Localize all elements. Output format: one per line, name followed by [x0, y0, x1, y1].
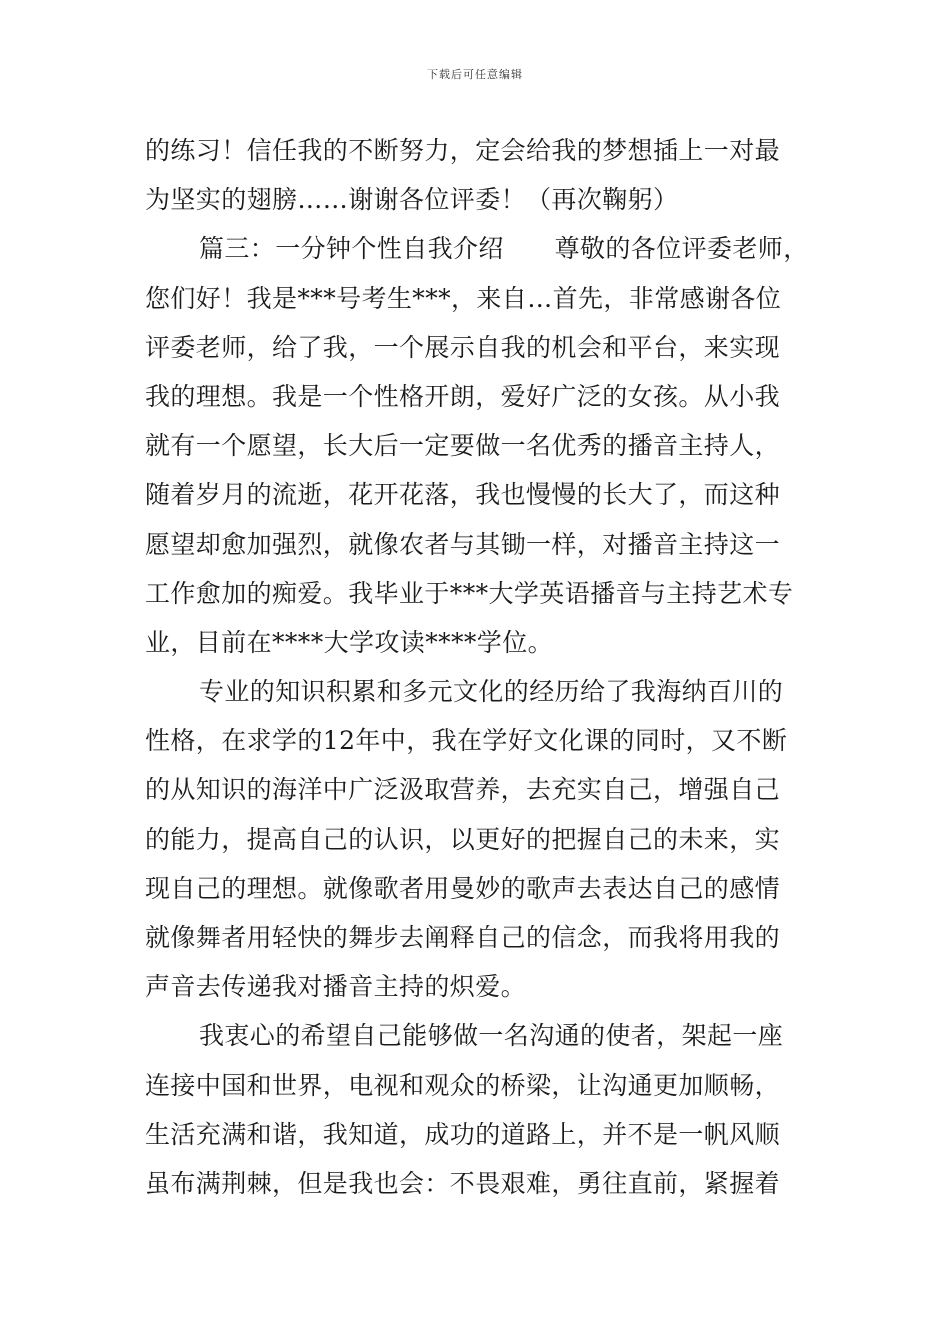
text-line: 就有一个愿望，长大后一定要做一名优秀的播音主持人，: [145, 431, 781, 461]
document-body: [145, 126, 825, 1208]
text-line: 您们好！我是***号考生***，来自…首先，非常感谢各位: [145, 283, 782, 313]
text-line: 为坚实的翅膀……谢谢各位评委！（再次鞠躬）: [145, 185, 679, 215]
text-line: 随着岁月的流逝，花开花落，我也慢慢的长大了，而这种: [145, 480, 781, 510]
text-line: 工作愈加的痴爱。我毕业于***大学英语播音与主持艺术专: [145, 578, 794, 608]
text-line: 虽布满荆棘，但是我也会：不畏艰难，勇往直前，紧握着: [145, 1168, 781, 1198]
text-line: 的能力，提高自己的认识，以更好的把握自己的未来，实: [145, 824, 781, 854]
paragraph-start-line: 篇三：一分钟个性自我介绍 尊敬的各位评委老师，: [199, 234, 809, 264]
text-line: 的练习！信任我的不断努力，定会给我的梦想插上一对最: [145, 136, 781, 165]
text-line: 连接中国和世界，电视和观众的桥梁，让沟通更加顺畅，: [145, 1070, 781, 1100]
text-line: 现自己的理想。就像歌者用曼妙的歌声去表达自己的感情: [145, 873, 781, 903]
paragraph-start-line: 我衷心的希望自己能够做一名沟通的使者，架起一座: [199, 1021, 784, 1051]
text-line: 就像舞者用轻快的舞步去阐释自己的信念，而我将用我的: [145, 923, 781, 952]
page-header: 下载后可任意编辑: [427, 68, 523, 81]
text-line: 的从知识的海洋中广泛汲取营养，去充实自己，增强自己: [145, 775, 781, 805]
text-line: 性格，在求学的12年中，我在学好文化课的同时，又不断: [145, 726, 788, 756]
text-line: 评委老师，给了我，一个展示自我的机会和平台，来实现: [145, 332, 781, 362]
text-line: 声音去传递我对播音主持的炽爱。: [145, 972, 527, 1002]
text-line: 业，目前在****大学攻读****学位。: [145, 627, 554, 657]
text-line: 我的理想。我是一个性格开朗，爱好广泛的女孩。从小我: [145, 381, 781, 411]
text-line: 愿望却愈加强烈，就像农者与其锄一样，对播音主持这一: [145, 529, 781, 559]
text-line: 生活充满和谐，我知道，成功的道路上，并不是一帆风顺: [145, 1119, 781, 1149]
paragraph-start-line: 专业的知识积累和多元文化的经历给了我海纳百川的: [199, 677, 784, 707]
